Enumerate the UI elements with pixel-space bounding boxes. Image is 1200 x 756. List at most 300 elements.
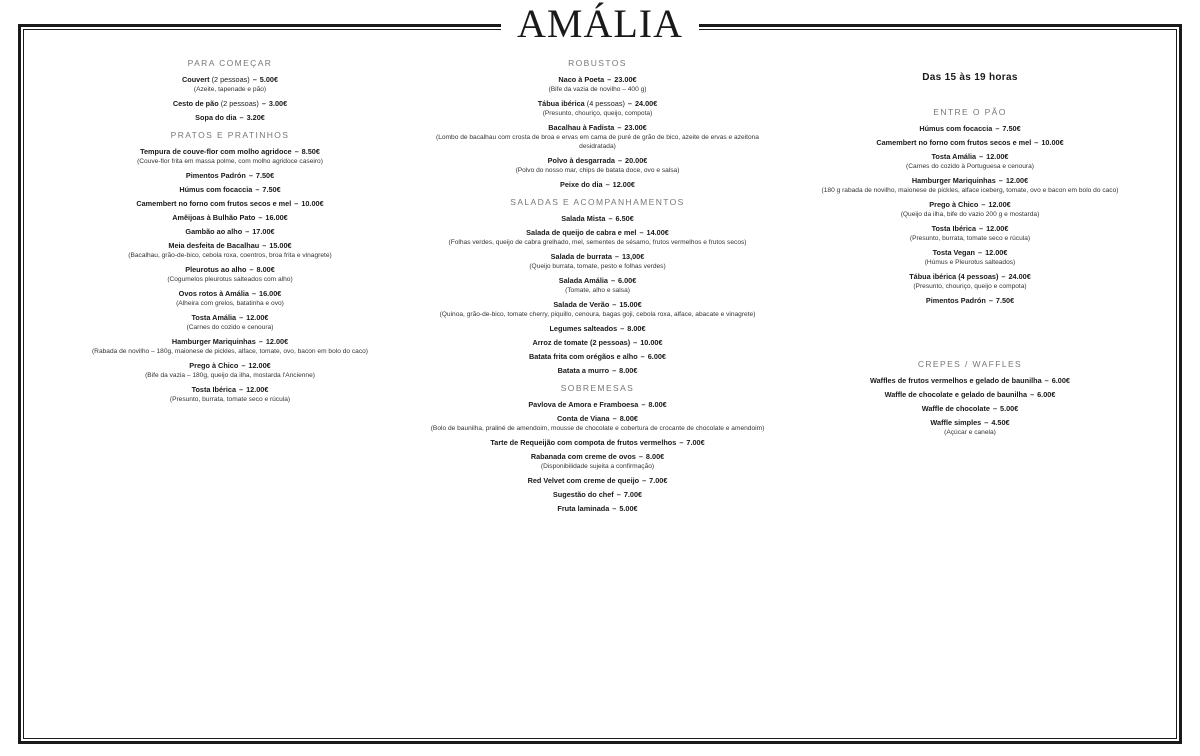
item-name: Tarte de Requeijão com compota de frutos vermelhos xyxy=(490,438,677,447)
section-heading: SALADAS E ACOMPANHAMENTOS xyxy=(510,197,685,207)
item-description: (Bife da vazia – 180g, queijo da ilha, mostarda l'Ancienne) xyxy=(145,372,315,379)
menu-item xyxy=(420,338,775,347)
menu-item-line xyxy=(800,138,1140,147)
menu-item-line xyxy=(420,338,775,347)
item-price: 24.00€ xyxy=(634,99,658,108)
item-description: (Folhas verdes, queijo de cabra grelhado, mel, sementes de sésamo, frutos vermelhos e frutos secos) xyxy=(448,239,747,246)
item-name: Red Velvet com creme de queijo xyxy=(527,476,640,485)
item-price: 7.50€ xyxy=(1002,124,1021,133)
item-name: Pleurotus ao alho xyxy=(185,265,247,274)
item-description: (Azeite, tapenade e pão) xyxy=(193,86,267,93)
item-price: 23.00€ xyxy=(624,123,647,132)
price-separator: – xyxy=(617,123,622,132)
menu-item-line xyxy=(420,490,775,499)
item-name: Húmus com focaccia xyxy=(919,124,993,133)
item-description: (Polvo do nosso mar, chips de batata doce, ovo e salsa) xyxy=(515,167,680,174)
menu-item-line xyxy=(420,414,775,423)
menu-item-line xyxy=(420,476,775,485)
item-description: (Quinoa, grão-de-bico, tomate cherry, piquillo, cenoura, bagas goji, cebola roxa, alface, abacate e vinagrete) xyxy=(439,311,756,318)
item-description: (Queijo da ilha, bife do vazio 200 g e mostarda) xyxy=(900,211,1040,218)
menu-item xyxy=(60,171,400,180)
menu-item xyxy=(420,228,775,247)
price-separator: – xyxy=(614,252,619,261)
menu-item xyxy=(420,352,775,361)
menu-item-line xyxy=(420,180,775,189)
menu-item xyxy=(800,404,1140,413)
menu-section xyxy=(60,130,400,404)
item-price: 16.00€ xyxy=(259,289,282,298)
item-name: Batata a murro xyxy=(557,366,610,375)
menu-item xyxy=(60,227,400,236)
item-name: Prego à Chico xyxy=(189,361,239,370)
item-portion-note: (2 pessoas) xyxy=(211,75,250,84)
menu-item-line xyxy=(800,176,1140,185)
price-separator: – xyxy=(620,324,625,333)
menu-item xyxy=(420,99,775,118)
item-name: Tosta Vegan xyxy=(932,248,976,257)
item-price: 8.00€ xyxy=(645,452,665,461)
menu-item xyxy=(800,200,1140,219)
menu-item xyxy=(60,185,400,194)
item-description: (Alheira com grelos, batatinha e ovo) xyxy=(176,300,284,307)
menu-item xyxy=(60,385,400,404)
menu-item xyxy=(800,272,1140,291)
menu-item xyxy=(420,252,775,271)
title-bar xyxy=(0,0,1200,48)
menu-item-line xyxy=(800,390,1140,399)
menu-item xyxy=(800,152,1140,171)
menu-section xyxy=(420,58,775,189)
item-description: (Húmus e Pleurotus salteados) xyxy=(924,259,1016,266)
item-name: Pimentos Padrón xyxy=(185,171,246,180)
menu-item-line xyxy=(60,99,400,108)
price-separator: – xyxy=(998,176,1003,185)
menu-item-line xyxy=(800,272,1140,281)
item-name: Tosta Amália xyxy=(191,313,237,322)
menu-item-line xyxy=(60,313,400,322)
price-separator: – xyxy=(612,366,617,375)
item-name: Arroz de tomate (2 pessoas) xyxy=(532,338,631,347)
item-price: 12.00€ xyxy=(988,200,1011,209)
price-separator: – xyxy=(617,156,623,165)
price-separator: – xyxy=(605,180,610,189)
item-description: (Disponibilidade sujeita a confirmação) xyxy=(540,463,655,470)
price-separator: – xyxy=(1001,272,1006,281)
menu-item xyxy=(800,224,1140,243)
item-description: (Queijo burrata, tomate, pesto e folhas verdes) xyxy=(529,263,666,270)
menu-item xyxy=(420,504,775,513)
price-separator: – xyxy=(239,313,244,322)
item-name: Tábua ibérica xyxy=(537,99,585,108)
menu-item xyxy=(420,123,775,151)
menu-item-line xyxy=(800,248,1140,257)
menu-column-left xyxy=(60,58,400,412)
menu-item-line xyxy=(60,147,400,156)
menu-item xyxy=(60,265,400,284)
item-name: Sugestão do chef xyxy=(552,490,614,499)
price-separator: – xyxy=(607,75,612,84)
item-name: Waffles de frutos vermelhos e gelado de baunilha xyxy=(870,376,1042,385)
item-price: 7.00€ xyxy=(649,476,668,485)
item-price: 12.00€ xyxy=(612,180,635,189)
item-name: Camembert no forno com frutos secos e mel xyxy=(876,138,1032,147)
menu-section xyxy=(60,58,400,122)
menu-item-line xyxy=(800,152,1140,161)
item-price: 3.20€ xyxy=(246,113,265,122)
item-price: 12.00€ xyxy=(986,224,1009,233)
item-description: (Rabada de novilho – 180g, maionese de pickles, alface, tomate, ovo, bacon em bolo do caco) xyxy=(91,348,368,355)
menu-item-line xyxy=(420,324,775,333)
item-name: Sopa do dia xyxy=(195,113,237,122)
item-price: 5.00€ xyxy=(1000,404,1019,413)
price-separator: – xyxy=(616,490,621,499)
item-name: Cesto de pão xyxy=(172,99,219,108)
price-separator: – xyxy=(1044,376,1049,385)
menu-item xyxy=(420,452,775,471)
section-heading: PRATOS E PRATINHOS xyxy=(170,130,290,140)
price-separator: – xyxy=(251,289,257,298)
item-name: Legumes salteados xyxy=(549,324,618,333)
item-description: (Presunto, chouriço, queijo, compota) xyxy=(542,110,653,117)
item-name: Fruta laminada xyxy=(557,504,610,513)
menu-item xyxy=(60,313,400,332)
menu-item-line xyxy=(60,75,400,84)
item-price: 15.00€ xyxy=(619,300,642,309)
menu-item xyxy=(420,180,775,189)
item-name: Salada de queijo de cabra e mel xyxy=(526,228,637,237)
item-name: Naco à Poeta xyxy=(558,75,605,84)
item-price: 7.50€ xyxy=(995,296,1015,305)
price-separator: – xyxy=(612,504,617,513)
item-name: Salada Amália xyxy=(558,276,608,285)
item-description: (Presunto, burrata, tomate seco e rúcula) xyxy=(909,235,1031,242)
menu-item xyxy=(420,75,775,94)
section-heading: ENTRE O PÃO xyxy=(933,107,1007,117)
item-name: Salada de Verão xyxy=(553,300,610,309)
price-separator: – xyxy=(641,400,646,409)
item-portion-note: (2 pessoas) xyxy=(220,99,259,108)
menu-item xyxy=(60,213,400,222)
menu-item-line xyxy=(800,124,1140,133)
price-separator: – xyxy=(612,300,617,309)
item-price: 10.00€ xyxy=(640,338,663,347)
item-price: 12.00€ xyxy=(265,337,289,346)
menu-item-line xyxy=(420,99,775,108)
menu-item-line xyxy=(60,113,400,122)
item-name: Pavlova de Amora e Framboesa xyxy=(528,400,639,409)
menu-item xyxy=(800,296,1140,305)
menu-item xyxy=(800,376,1140,385)
price-separator: – xyxy=(639,228,644,237)
section-heading: CREPES / WAFFLES xyxy=(917,359,1023,369)
menu-item-line xyxy=(800,404,1140,413)
price-separator: – xyxy=(978,248,983,257)
menu-item xyxy=(60,199,400,208)
menu-item-line xyxy=(420,276,775,285)
menu-item xyxy=(420,366,775,375)
opening-hours: Das 15 às 19 horas xyxy=(922,72,1018,83)
price-separator: – xyxy=(1030,390,1035,399)
menu-section xyxy=(800,359,1140,437)
price-separator: – xyxy=(239,113,244,122)
menu-item xyxy=(60,75,400,94)
item-description: (Carnes do cozido à Portuguesa e cenoura) xyxy=(906,163,1034,170)
menu-item xyxy=(420,214,775,223)
menu-section xyxy=(800,107,1140,305)
item-price: 13,00€ xyxy=(621,252,645,261)
menu-item xyxy=(420,400,775,409)
item-price: 12.00€ xyxy=(1005,176,1029,185)
price-separator: – xyxy=(979,224,984,233)
item-price: 7.00€ xyxy=(623,490,643,499)
item-name: Polvo à desgarrada xyxy=(547,156,615,165)
menu-item xyxy=(420,324,775,333)
item-price: 5.00€ xyxy=(619,504,638,513)
item-price: 6.00€ xyxy=(1051,376,1070,385)
item-name: Tosta Ibérica xyxy=(191,385,237,394)
menu-item-line xyxy=(60,265,400,274)
menu-section xyxy=(420,197,775,375)
item-name: Peixe do dia xyxy=(560,180,603,189)
item-description: (Bacalhau, grão-de-bico, cebola roxa, coentros, broa frita e vinagrete) xyxy=(128,252,332,259)
menu-item-line xyxy=(800,296,1140,305)
item-price: 7.50€ xyxy=(262,185,281,194)
item-price: 5.00€ xyxy=(259,75,279,84)
menu-item xyxy=(420,414,775,433)
item-price: 12.00€ xyxy=(248,361,271,370)
item-price: 4.50€ xyxy=(991,418,1010,427)
item-name: Bacalhau à Fadista xyxy=(548,123,615,132)
price-separator: – xyxy=(241,361,246,370)
item-description: (Bife da vazia de novilho – 400 g) xyxy=(548,86,647,93)
item-name: Gambão ao alho xyxy=(185,227,243,236)
price-separator: – xyxy=(981,200,986,209)
price-separator: – xyxy=(612,414,617,423)
price-separator: – xyxy=(261,99,266,108)
price-separator: – xyxy=(984,418,989,427)
menu-item-line xyxy=(420,156,775,165)
menu-item-line xyxy=(420,400,775,409)
menu-item-line xyxy=(60,289,400,298)
item-description: (Açúcar e canela) xyxy=(944,429,996,436)
item-name: Waffle simples xyxy=(930,418,982,427)
item-price: 8.00€ xyxy=(256,265,275,274)
item-name: Tempura de couve-flor com molho agridoce xyxy=(140,147,292,156)
price-separator: – xyxy=(249,265,254,274)
menu-item-line xyxy=(800,376,1140,385)
item-name: Ovos rotos à Amália xyxy=(178,289,249,298)
item-name: Amêijoas à Bulhão Pato xyxy=(172,213,256,222)
price-separator: – xyxy=(262,241,267,250)
price-separator: – xyxy=(995,124,1000,133)
price-separator: – xyxy=(248,171,253,180)
price-separator: – xyxy=(633,338,638,347)
menu-item xyxy=(420,276,775,295)
restaurant-title: AMÁLIA xyxy=(501,0,699,48)
menu-item-line xyxy=(420,123,775,132)
item-price: 12.00€ xyxy=(246,385,269,394)
item-price: 12.00€ xyxy=(985,248,1008,257)
menu-item-line xyxy=(60,171,400,180)
menu-item-line xyxy=(420,75,775,84)
menu-item-line xyxy=(800,200,1140,209)
item-description: (Tomate, alho e salsa) xyxy=(565,287,630,294)
menu-item-line xyxy=(420,252,775,261)
item-price: 15.00€ xyxy=(269,241,292,250)
item-price: 10.00€ xyxy=(1041,138,1064,147)
item-price: 12.00€ xyxy=(246,313,269,322)
item-portion-note: (4 pessoas) xyxy=(586,99,625,108)
menu-item-line xyxy=(420,438,775,447)
item-description: (Presunto, burrata, tomate seco e rúcula) xyxy=(169,396,291,403)
item-price: 6.00€ xyxy=(647,352,666,361)
menu-item xyxy=(60,337,400,356)
item-price: 6.00€ xyxy=(618,276,637,285)
item-description: (Bolo de baunilha, praliné de amendoim, mousse de chocolate e cobertura de crocante de chocolate e amendoim) xyxy=(430,425,765,432)
price-separator: – xyxy=(294,199,299,208)
menu-item xyxy=(420,490,775,499)
menu-item-line xyxy=(420,352,775,361)
menu-item xyxy=(60,289,400,308)
menu-item xyxy=(800,176,1140,195)
item-name: Húmus com focaccia xyxy=(179,185,253,194)
item-price: 24.00€ xyxy=(1008,272,1031,281)
price-separator: – xyxy=(640,352,645,361)
price-separator: – xyxy=(992,404,998,413)
menu-column-center xyxy=(420,58,775,521)
menu-item xyxy=(420,156,775,175)
price-separator: – xyxy=(258,337,263,346)
menu-item xyxy=(60,361,400,380)
item-name: Tosta Ibérica xyxy=(931,224,977,233)
section-heading: PARA COMEÇAR xyxy=(187,58,273,68)
item-name: Salada de burrata xyxy=(550,252,612,261)
menu-item-line xyxy=(420,452,775,461)
menu-item xyxy=(60,147,400,166)
menu-item xyxy=(800,124,1140,133)
menu-item-line xyxy=(60,337,400,346)
menu-item-line xyxy=(420,300,775,309)
menu-item xyxy=(800,418,1140,437)
menu-item xyxy=(420,300,775,319)
menu-item xyxy=(60,99,400,108)
item-name: Waffle de chocolate xyxy=(921,404,990,413)
item-name: Prego à Chico xyxy=(929,200,979,209)
menu-item xyxy=(60,241,400,260)
menu-item xyxy=(420,438,775,447)
item-price: 8.00€ xyxy=(619,366,638,375)
menu-item-line xyxy=(420,214,775,223)
item-price: 8.00€ xyxy=(619,414,638,423)
menu-item-line xyxy=(420,366,775,375)
item-price: 6.00€ xyxy=(1037,390,1056,399)
item-price: 20.00€ xyxy=(625,156,648,165)
item-price: 16.00€ xyxy=(265,213,288,222)
menu-item xyxy=(420,476,775,485)
menu-item-line xyxy=(60,199,400,208)
price-separator: – xyxy=(239,385,244,394)
item-name: Pimentos Padrón xyxy=(925,296,986,305)
price-separator: – xyxy=(979,152,984,161)
price-separator: – xyxy=(610,276,615,285)
item-name: Meia desfeita de Bacalhau xyxy=(168,241,260,250)
menu-item-line xyxy=(60,385,400,394)
item-price: 10.00€ xyxy=(301,199,324,208)
item-price: 3.00€ xyxy=(268,99,288,108)
menu-item xyxy=(800,248,1140,267)
item-price: 8.50€ xyxy=(301,147,320,156)
item-description: (180 g rabada de novilho, maionese de pickles, alface iceberg, tomate, ovo e bacon em bolo do caco) xyxy=(821,187,1119,194)
section-heading: ROBUSTOS xyxy=(568,58,627,68)
price-separator: – xyxy=(1034,138,1039,147)
menu-item-line xyxy=(60,185,400,194)
price-separator: – xyxy=(608,214,613,223)
price-separator: – xyxy=(294,147,299,156)
menu-item-line xyxy=(800,418,1140,427)
item-price: 12.00€ xyxy=(986,152,1009,161)
item-price: 7.50€ xyxy=(255,171,275,180)
price-separator: – xyxy=(255,185,260,194)
section-spacer xyxy=(800,313,1140,359)
menu-item-line xyxy=(60,213,400,222)
price-separator: – xyxy=(258,213,263,222)
item-name: Waffle de chocolate e gelado de baunilha xyxy=(884,390,1028,399)
item-name: Couvert xyxy=(181,75,210,84)
item-name: Batata frita com orégãos e alho xyxy=(528,352,638,361)
price-separator: – xyxy=(638,452,643,461)
price-separator: – xyxy=(642,476,647,485)
item-description: (Cogumelos pleurotus salteados com alho) xyxy=(167,276,293,283)
menu-item xyxy=(60,113,400,122)
item-name: Tábua ibérica (4 pessoas) xyxy=(909,272,999,281)
item-name: Rabanada com creme de ovos xyxy=(530,452,636,461)
price-separator: – xyxy=(252,75,257,84)
item-price: 23.00€ xyxy=(614,75,637,84)
menu-item xyxy=(800,390,1140,399)
item-name: Camembert no forno com frutos secos e mel xyxy=(136,199,292,208)
item-price: 8.00€ xyxy=(648,400,667,409)
menu-item-line xyxy=(60,361,400,370)
item-price: 17.00€ xyxy=(252,227,275,236)
menu-item xyxy=(800,138,1140,147)
menu-item-line xyxy=(60,227,400,236)
item-description: (Carnes do cozido e cenoura) xyxy=(186,324,274,331)
item-name: Salada Mista xyxy=(561,214,606,223)
item-name: Hamburger Mariquinhas xyxy=(171,337,256,346)
price-separator: – xyxy=(627,99,632,108)
item-description: (Presunto, chouriço, queijo e compota) xyxy=(913,283,1027,290)
item-price: 8.00€ xyxy=(627,324,646,333)
item-description: (Couve-flor frita em massa polme, com molho agridoce caseiro) xyxy=(137,158,323,165)
item-description: (Lombo de bacalhau com crosta de broa e ervas em cama de puré de grão de bico, azeite de ervas e azeitona desidratada) xyxy=(436,134,759,150)
item-name: Hamburger Mariquinhas xyxy=(911,176,996,185)
price-separator: – xyxy=(988,296,993,305)
menu-column-right xyxy=(800,58,1140,445)
item-name: Tosta Amália xyxy=(931,152,977,161)
menu-item-line xyxy=(420,228,775,237)
item-price: 14.00€ xyxy=(646,228,669,237)
menu-item-line xyxy=(800,224,1140,233)
menu-section xyxy=(420,383,775,513)
price-separator: – xyxy=(679,438,684,447)
item-price: 7.00€ xyxy=(686,438,705,447)
price-separator: – xyxy=(245,227,250,236)
menu-item-line xyxy=(420,504,775,513)
menu-item-line xyxy=(60,241,400,250)
section-heading: SOBREMESAS xyxy=(560,383,635,393)
item-name: Conta de Viana xyxy=(557,414,610,423)
item-price: 6.50€ xyxy=(615,214,634,223)
